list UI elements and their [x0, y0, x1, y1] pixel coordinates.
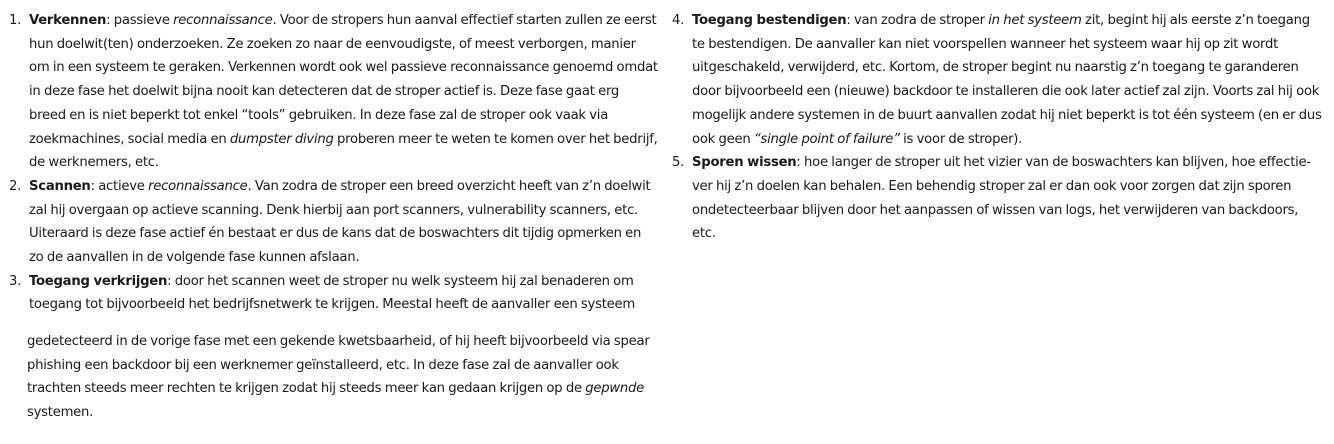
list-item-text: zit, begint hij als eerste z’n toegang te bestendigen. De aanvaller kan niet voorspellen wanneer het systeem waar hij op zit wordt uitgeschakeld, verwijderd, etc. Kortom, de stroper begint nu naarstig z’n toegang te garanderen door bijvoorbeeld een (nieuwe) backdoor te installeren die ook later actief zal zijn. Voorts zal hij ook mogelijk andere systemen in de buurt aanvallen zodat hij niet beperkt is tot één systeem (en er dus ook geen: [692, 13, 1322, 147]
continuation-text: gedetecteerd in de vorige fase met een gekende kwetsbaarheid, of hij heeft bijvoorbeeld via spear phishing een backdoor bij een werknemer geïnstalleerd, etc. In deze fase zal de aanvaller ook trachten steeds meer rechten te krijgen zodat hij steeds meer kan gedaan krijgen op de: [27, 334, 650, 397]
list-item-text: . Van zodra de stroper een breed overzicht heeft van z’n doelwit zal hij overgaan op actieve scanning. Denk hierbij aan port scanners, vulnerability scanners, etc. Uiteraard is deze fase actief én bestaat er dus de kans dat de boswachters dit tijdig opmerken en zo de aanvallen in de volgende fase kunnen afslaan.: [29, 178, 651, 266]
list-number: 2.: [9, 178, 22, 194]
list-item-term: Scannen: [29, 178, 91, 194]
list-item-term: Toegang verkrijgen: [29, 273, 168, 289]
left-column: [9, 9, 659, 317]
continuation-emphasis: gepwnde: [585, 381, 644, 397]
list-item-text: : passieve: [106, 13, 174, 28]
list-item-verkennen: [9, 9, 659, 175]
list-item-emphasis: reconnaissance: [173, 13, 273, 28]
list-item-emphasis: in het systeem: [988, 13, 1082, 28]
list-number: 1.: [9, 13, 22, 28]
list-item-text: : hoe langer de stroper uit het vizier van de boswachters kan blijven, hoe effectie-ver hij z’n doelen kan behalen. Een behendig stroper zal er dan ook voor zorgen dat zijn sporen ondetecteerbaar blijven door het aanpassen of wissen van logs, het verwijderen van backdoors, etc.: [692, 155, 1311, 242]
list-number: 4.: [672, 13, 685, 28]
list-item-term: Toegang bestendigen: [692, 13, 847, 28]
continuation-text: systemen.: [27, 405, 94, 421]
list-item-emphasis: “single point of failure”: [753, 131, 900, 147]
list-item-emphasis: reconnaissance: [148, 178, 248, 194]
list-number: 5.: [672, 155, 685, 171]
list-item-term: Verkennen: [29, 13, 107, 28]
list-item-toegang-bestendigen: [672, 9, 1324, 151]
list-item-text: . Voor de stropers hun aanval effectief starten zullen ze eerst hun doelwit(ten) onderzoeken. Ze zoeken zo naar de eenvoudigste, of meest verborgen, manier om in een systeem te geraken. Verkennen wordt ook wel passieve reconnaissance genoemd omdat in deze fase het doelwit bijna nooit kan detecteren dat de stroper actief is. Deze fase gaat erg breed en is niet beperkt tot enkel “tools” gebruiken. In deze fase zal de stroper ook vaak via zoekmachines, social media en: [29, 13, 658, 147]
right-column: [672, 9, 1324, 246]
list-item-toegang-verkrijgen: [9, 270, 659, 317]
list-item-sporen-wissen: [672, 151, 1324, 246]
list-item-text: : door het scannen weet de stroper nu welk systeem hij zal benaderen om toegang tot bijvoorbeeld het bedrijfsnetwerk te krijgen. Meestal heeft de aanvaller een systeem: [29, 273, 635, 313]
list-item-text: : actieve: [90, 178, 149, 194]
list-item-term: Sporen wissen: [692, 155, 797, 171]
list-item-text: : van zodra de stroper: [846, 13, 989, 28]
list-item-text: is voor de stroper).: [899, 131, 1023, 147]
list-item-continuation: [27, 330, 657, 425]
list-item-text: proberen meer te weten te komen over het bedrijf, de werknemers, etc.: [29, 131, 658, 171]
list-number: 3.: [9, 273, 22, 289]
list-item-scannen: [9, 175, 659, 270]
list-item-emphasis: dumpster diving: [229, 131, 334, 147]
